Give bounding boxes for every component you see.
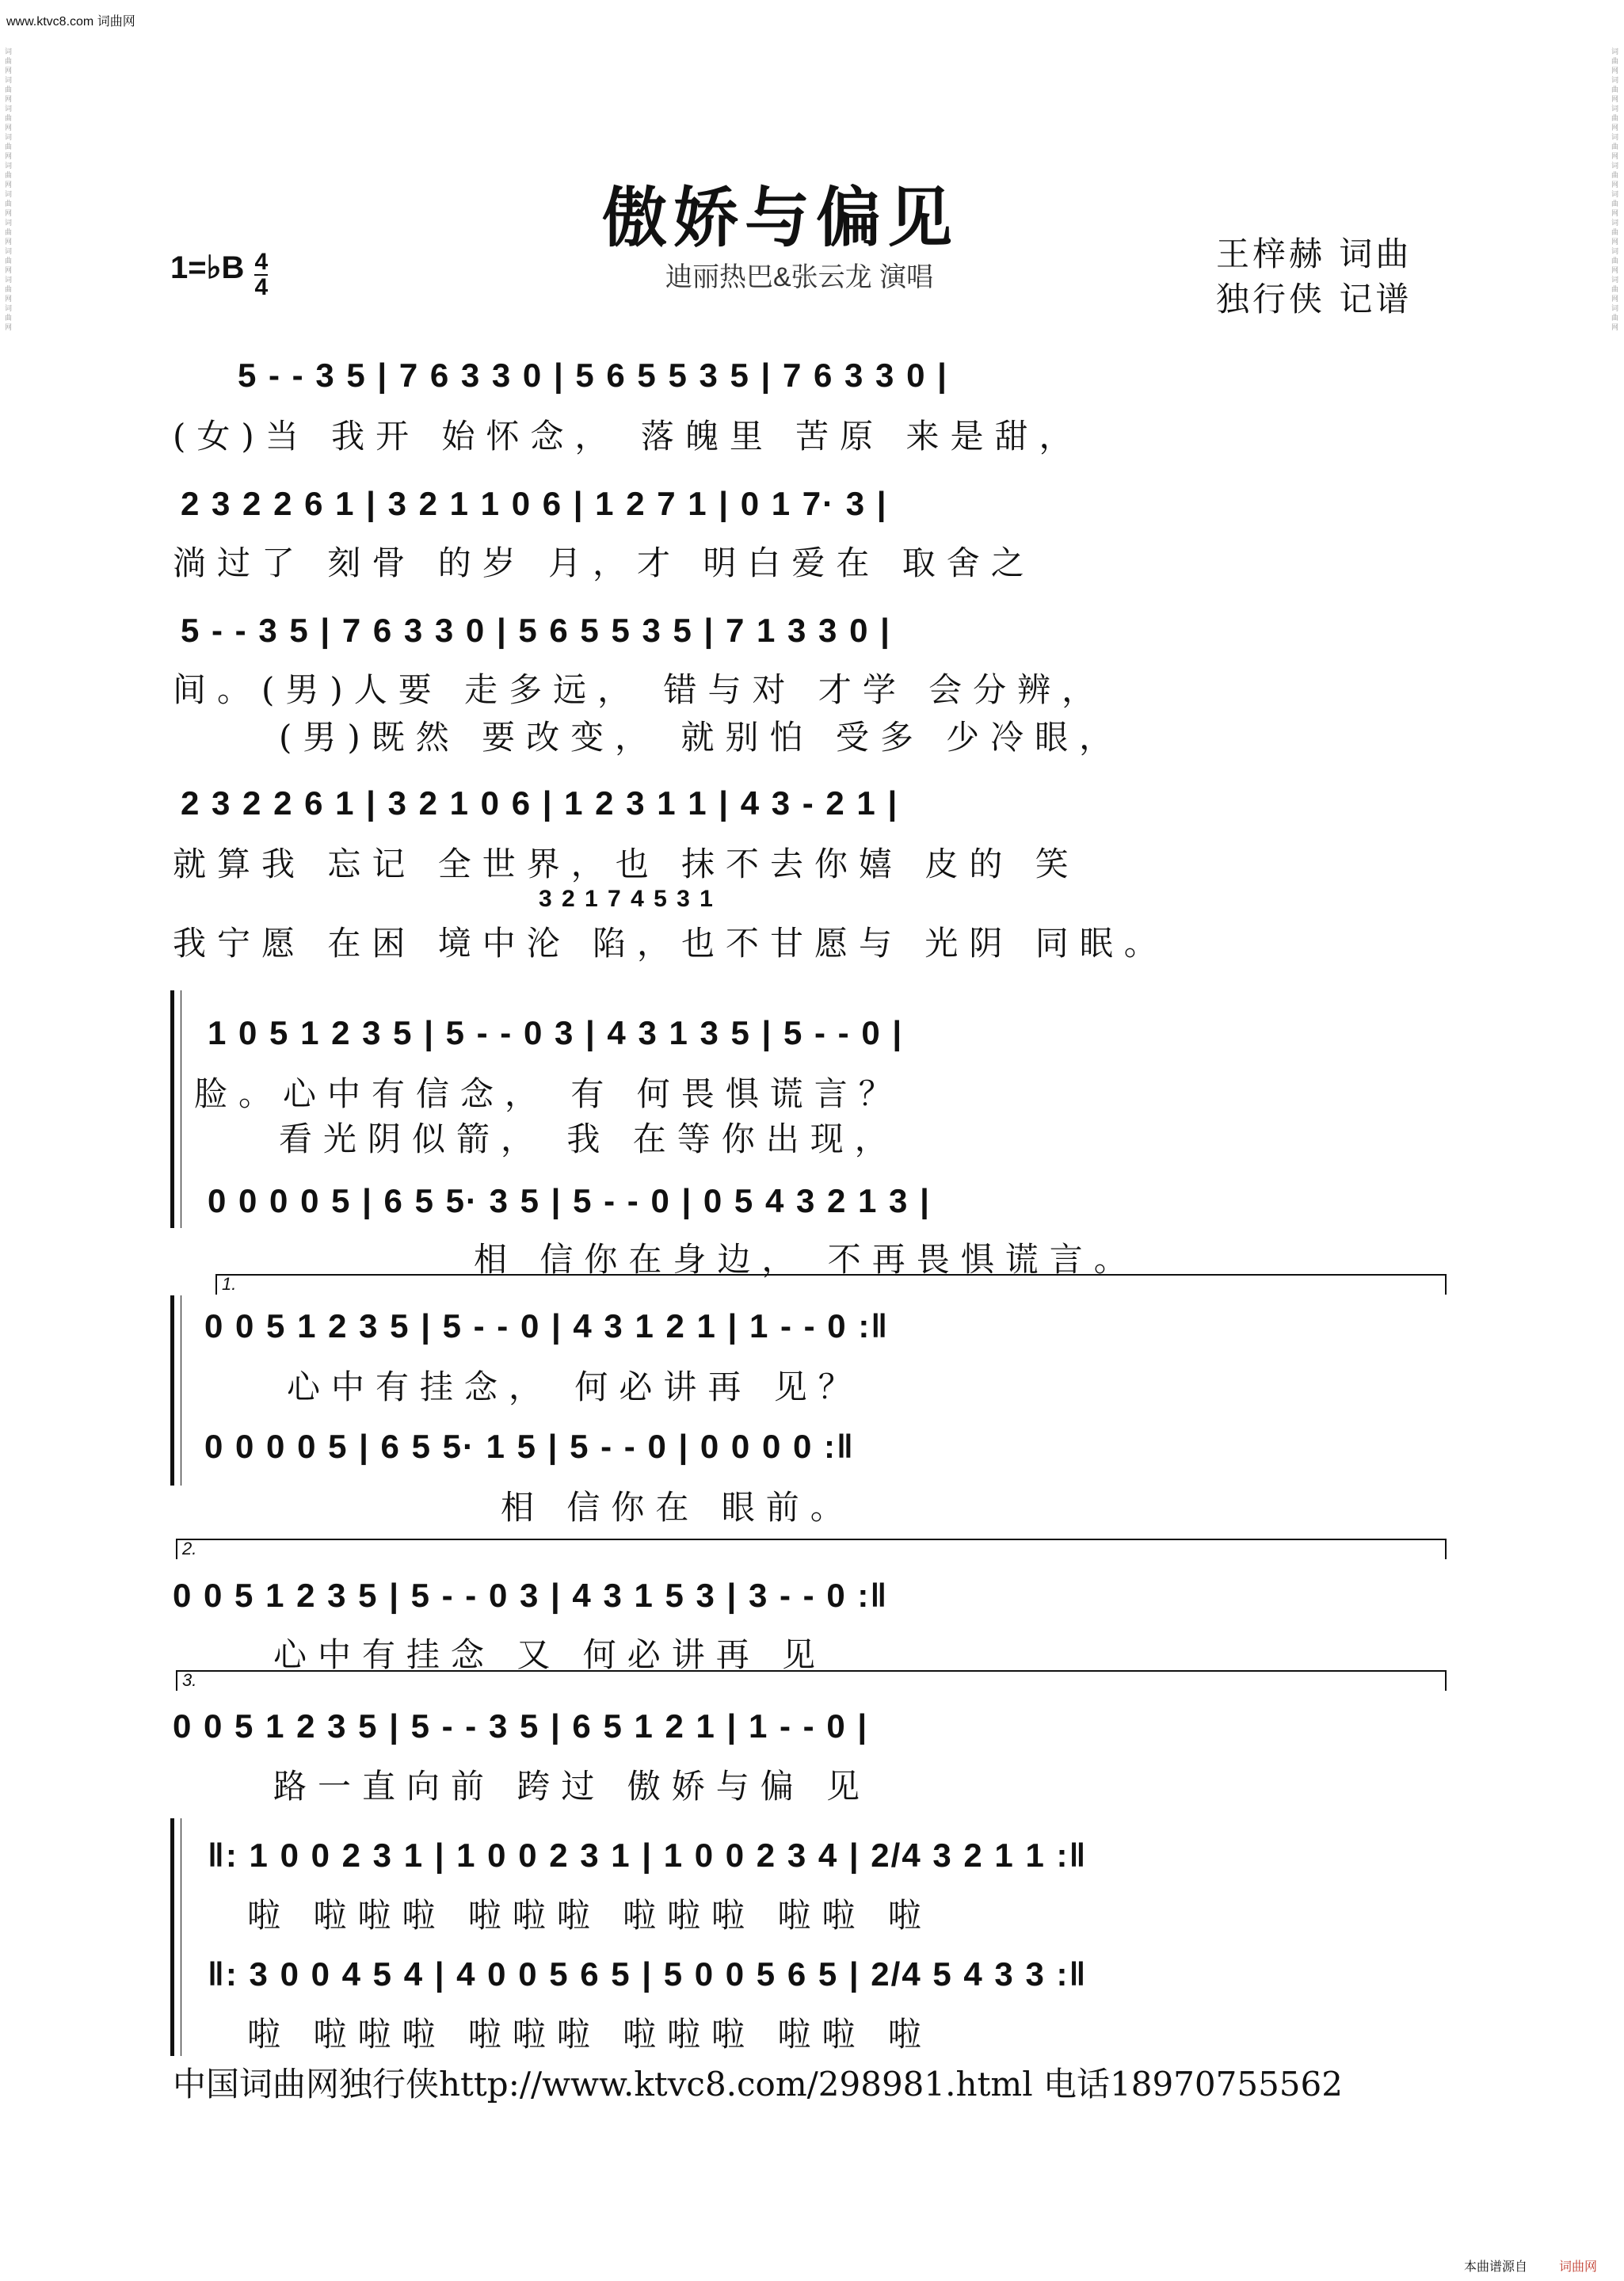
time-bottom: 4 bbox=[254, 273, 269, 300]
score-line-5-notes: 1 0 5 1 2 3 5 | 5 - - 0 3 | 4 3 1 3 5 | 5 - - 0 | bbox=[208, 1014, 904, 1051]
score-line-2-lyrics: 淌过了 刻骨 的岁 月，才 明白爱在 取舍之 bbox=[173, 544, 1035, 582]
score-line-3-lyrics-b: (男)既然 要改变， 就别怕 受多 少冷眼， bbox=[279, 718, 1124, 757]
volta-3-bracket bbox=[176, 1670, 1447, 1691]
volta-1-label: 1. bbox=[222, 1274, 237, 1294]
score-line-4-alt-notes: 3 2 1 7 4 5 3 1 bbox=[539, 886, 715, 912]
score-line-8-lyrics: 相 信你在 眼前。 bbox=[501, 1488, 855, 1527]
score-line-4-lyrics-b: 我宁愿 在困 境中沦 陷，也不甘愿与 光阴 同眠。 bbox=[173, 924, 1168, 963]
score-line-3-lyrics-a: 间。(男)人要 走多远， 错与对 才学 会分辨， bbox=[173, 670, 1107, 709]
time-top: 4 bbox=[254, 248, 269, 275]
score-line-5-lyrics-a: 脸。心中有信念， 有 何畏惧谎言？ bbox=[194, 1074, 903, 1113]
score-line-1-notes: 5 - - 3 5 | 7 6 3 3 0 | 5 6 5 5 3 5 | 7 6 3 3 0 | bbox=[238, 357, 948, 394]
score-line-6-lyrics: 相 信你在身边， 不再畏惧谎言。 bbox=[474, 1240, 1138, 1279]
credit-lyrics-music: 王梓赫 词曲 bbox=[1216, 235, 1412, 273]
corner-badge: 词曲网 bbox=[1559, 2259, 1598, 2274]
score-line-10-lyrics: 路一直向前 跨过 傲娇与偏 见 bbox=[273, 1767, 871, 1806]
score-line-7-lyrics: 心中有挂念， 何必讲再 见？ bbox=[287, 1367, 863, 1406]
song-title: 傲娇与偏见 bbox=[602, 180, 959, 256]
score-line-3-notes: 5 - - 3 5 | 7 6 3 3 0 | 5 6 5 5 3 5 | 7 1 3 3 0 | bbox=[181, 612, 891, 649]
corner-source-text: 本曲谱源自 bbox=[1464, 2259, 1528, 2274]
volta-2-bracket bbox=[176, 1539, 1447, 1559]
score-line-9-lyrics: 心中有挂念 又 何必讲再 见 bbox=[273, 1635, 827, 1674]
score-line-6-notes: 0 0 0 0 5 | 6 5 5· 3 5 | 5 - - 0 | 0 5 4 3 2 1 3 | bbox=[208, 1182, 931, 1219]
score-line-8-notes: 0 0 0 0 5 | 6 5 5· 1 5 | 5 - - 0 | 0 0 0 0 :‖ bbox=[204, 1428, 855, 1465]
right-margin-watermark: 词曲网词曲网词曲网词曲网词曲网词曲网词曲网词曲网词曲网词曲网 bbox=[1611, 48, 1619, 332]
score-line-11-lyrics: 啦 啦啦啦 啦啦啦 啦啦啦 啦啦 啦 bbox=[247, 1896, 932, 1935]
score-line-12-lyrics: 啦 啦啦啦 啦啦啦 啦啦啦 啦啦 啦 bbox=[247, 2015, 932, 2054]
score-line-4-lyrics-a: 就算我 忘记 全世界，也 抹不去你嬉 皮的 笑 bbox=[173, 845, 1080, 883]
volta-1-bracket bbox=[215, 1274, 1447, 1295]
volta-2-label: 2. bbox=[182, 1539, 197, 1558]
chorus-bracket-1 bbox=[170, 990, 174, 1228]
volta-3-label: 3. bbox=[182, 1670, 197, 1690]
chorus-bracket-3 bbox=[170, 1818, 174, 2056]
chorus-bracket-2 bbox=[170, 1295, 174, 1486]
score-line-5-lyrics-b: 看光阴似箭， 我 在等你出现， bbox=[279, 1120, 899, 1158]
key-label: 1=♭B bbox=[170, 250, 245, 285]
score-line-9-notes: 0 0 5 1 2 3 5 | 5 - - 0 3 | 4 3 1 5 3 | 3 - - 0 :‖ bbox=[173, 1577, 889, 1614]
site-label: www.ktvc8.com 词曲网 bbox=[6, 15, 135, 29]
score-line-11-notes: ‖: 1 0 0 2 3 1 | 1 0 0 2 3 1 | 1 0 0 2 3 4 | 2/4 3 2 1 1 :‖ bbox=[208, 1837, 1088, 1874]
score-line-2-notes: 2 3 2 2 6 1 | 3 2 1 1 0 6 | 1 2 7 1 | 0 1 7· 3 | bbox=[181, 485, 888, 522]
score-line-12-notes: ‖: 3 0 0 4 5 4 | 4 0 0 5 6 5 | 5 0 0 5 6 5 | 2/4 5 4 3 3 :‖ bbox=[208, 1955, 1088, 1993]
time-signature bbox=[254, 250, 268, 299]
credit-transcriber: 独行侠 记谱 bbox=[1216, 280, 1412, 319]
singers-line: 迪丽热巴&张云龙 演唱 bbox=[665, 262, 934, 292]
left-margin-watermark: 词曲网词曲网词曲网词曲网词曲网词曲网词曲网词曲网词曲网词曲网 bbox=[5, 48, 13, 332]
score-line-1-lyrics: (女)当 我开 始怀念， 落魄里 苦原 来是甜， bbox=[173, 417, 1084, 456]
score-line-4-notes: 2 3 2 2 6 1 | 3 2 1 0 6 | 1 2 3 1 1 | 4 3 - 2 1 | bbox=[181, 784, 899, 822]
score-line-7-notes: 0 0 5 1 2 3 5 | 5 - - 0 | 4 3 1 2 1 | 1 - - 0 :‖ bbox=[204, 1307, 890, 1345]
score-line-10-notes: 0 0 5 1 2 3 5 | 5 - - 3 5 | 6 5 1 2 1 | 1 - - 0 | bbox=[173, 1707, 869, 1745]
footer-source-line: 中国词曲网独行侠http://www.ktvc8.com/298981.html 电话18970755562 bbox=[173, 2065, 1343, 2104]
key-signature bbox=[170, 250, 268, 299]
